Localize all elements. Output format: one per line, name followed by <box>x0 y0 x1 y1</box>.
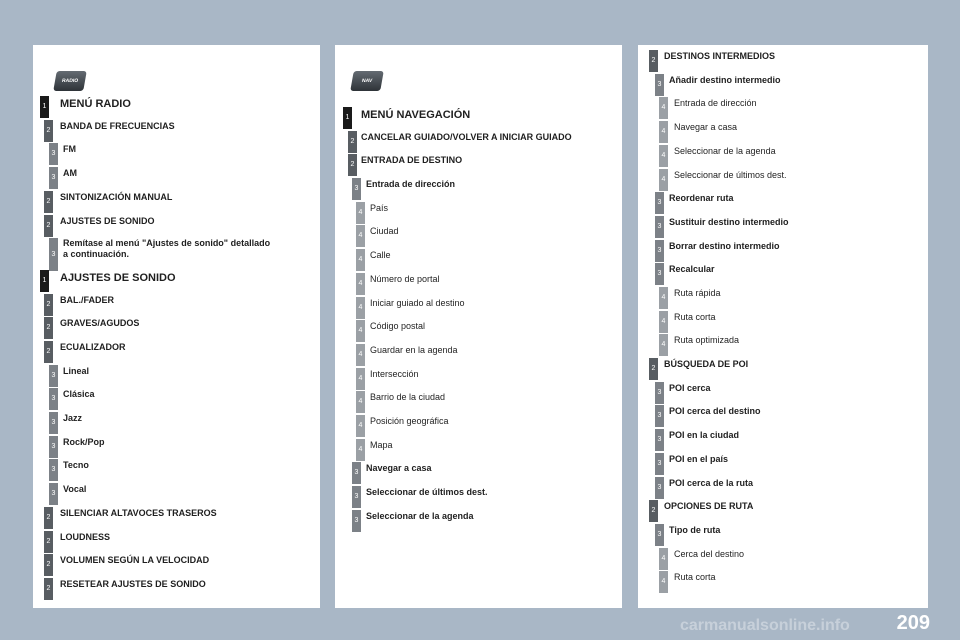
menu-item-text: FM <box>63 144 76 154</box>
level-2-badge: 2 <box>348 131 357 153</box>
menu-item-label <box>674 121 737 133</box>
menu-item-poi-cerca <box>638 382 928 404</box>
level-3-badge: 3 <box>49 412 58 434</box>
level-3-badge: 3 <box>352 462 361 484</box>
menu-item-label <box>669 429 739 441</box>
level-1-badge: 1 <box>40 270 49 292</box>
menu-item-ajustes-de-sonido <box>33 270 320 292</box>
menu-item-text: Número de portal <box>370 274 440 284</box>
menu-item-label <box>370 439 393 451</box>
menu-item-text: Ciudad <box>370 226 399 236</box>
menu-item-text: POI cerca del destino <box>669 406 761 416</box>
menu-item-seleccionar-de-ultimos-dest <box>335 486 622 508</box>
level-4-badge: 4 <box>356 415 365 437</box>
menu-item-text: Vocal <box>63 484 87 494</box>
menu-item-navegar-a-casa <box>335 462 622 484</box>
watermark: carmanualsonline.info <box>680 617 850 634</box>
menu-item-label <box>361 131 572 143</box>
menu-item-numero-de-portal <box>335 273 622 295</box>
menu-item-label <box>370 225 399 237</box>
level-2-badge: 2 <box>44 531 53 553</box>
menu-item-label <box>674 311 716 323</box>
menu-item-label <box>361 154 462 166</box>
menu-item-text: RESETEAR AJUSTES DE SONIDO <box>60 579 206 589</box>
menu-item-label <box>60 98 131 110</box>
menu-item-seleccionar-de-la-agenda <box>638 145 928 167</box>
menu-item-calle <box>335 249 622 271</box>
menu-item-text: Barrio de la ciudad <box>370 392 446 402</box>
menu-item-label <box>63 483 86 495</box>
menu-item-label <box>63 143 76 155</box>
level-2-badge: 2 <box>44 317 53 339</box>
level-3-badge: 3 <box>352 510 361 532</box>
menu-item-text: Entrada de dirección <box>366 179 456 189</box>
menu-item-label <box>63 238 270 260</box>
menu-item-reordenar-ruta <box>638 192 928 214</box>
menu-item-label <box>366 486 488 498</box>
menu-item-text: SINTONIZACIÓN MANUAL <box>60 192 173 202</box>
menu-item-label <box>674 97 757 109</box>
menu-item-ruta-corta <box>638 311 928 333</box>
menu-item-label <box>60 317 139 329</box>
menu-item-jazz <box>33 412 320 434</box>
menu-item-text: BÚSQUEDA DE POI <box>664 359 749 369</box>
menu-item-label <box>63 388 95 400</box>
level-2-badge: 2 <box>348 154 357 176</box>
level-3-badge: 3 <box>49 436 58 458</box>
level-3-badge: 3 <box>49 238 58 271</box>
menu-item-label <box>370 273 440 285</box>
menu-item-destinos-intermedios <box>638 50 928 72</box>
level-2-badge: 2 <box>44 341 53 363</box>
menu-item-text: Rock/Pop <box>63 437 105 447</box>
radio-menu-column <box>33 45 320 608</box>
menu-item-label <box>669 192 734 204</box>
menu-item-barrio-de-la-ciudad <box>335 391 622 413</box>
menu-item-posicion-geografica <box>335 415 622 437</box>
menu-item-label <box>664 358 748 370</box>
menu-item-menu-radio <box>33 96 320 118</box>
menu-item-seleccionar-de-ultimos-dest <box>638 169 928 191</box>
level-2-badge: 2 <box>649 358 658 380</box>
menu-item-label <box>664 500 753 512</box>
menu-item-anadir-destino-intermedio <box>638 74 928 96</box>
menu-item-seleccionar-de-la-agenda <box>335 510 622 532</box>
menu-item-label <box>370 320 425 332</box>
level-4-badge: 4 <box>356 368 365 390</box>
level-3-badge: 3 <box>655 477 664 499</box>
menu-item-label <box>361 109 470 121</box>
menu-item-label <box>669 453 728 465</box>
menu-item-text: Lineal <box>63 366 90 376</box>
menu-item-ecualizador <box>33 341 320 363</box>
menu-item-sustituir-destino-intermedio <box>638 216 928 238</box>
menu-item-cerca-del-destino <box>638 548 928 570</box>
menu-item-text: Ruta optimizada <box>674 335 740 345</box>
menu-item-text: Código postal <box>370 321 426 331</box>
menu-item-ajustes-de-sonido <box>33 215 320 237</box>
level-4-badge: 4 <box>659 311 668 333</box>
level-2-badge: 2 <box>649 50 658 72</box>
menu-item-silenciar-altavoces-traseros <box>33 507 320 529</box>
level-3-badge: 3 <box>655 405 664 427</box>
menu-item-label <box>669 263 715 275</box>
menu-item-ciudad <box>335 225 622 247</box>
level-4-badge: 4 <box>356 439 365 461</box>
menu-item-resetear-ajustes-de-sonido <box>33 578 320 600</box>
level-4-badge: 4 <box>659 334 668 356</box>
menu-item-text: CANCELAR GUIADO/VOLVER A INICIAR GUIADO <box>361 132 572 142</box>
menu-item-label <box>674 145 776 157</box>
menu-item-label <box>60 341 126 353</box>
menu-item-label <box>63 365 89 377</box>
level-4-badge: 4 <box>356 202 365 224</box>
level-2-badge: 2 <box>649 500 658 522</box>
menu-item-label <box>63 412 82 424</box>
menu-item-tipo-de-ruta <box>638 524 928 546</box>
menu-item-label <box>669 405 761 417</box>
menu-item-vocal <box>33 483 320 505</box>
menu-item-iniciar-guiado-al-destino <box>335 297 622 319</box>
level-2-badge: 2 <box>44 578 53 600</box>
menu-item-sintonizacion-manual <box>33 191 320 213</box>
menu-item-label <box>674 571 716 583</box>
menu-item-text: Calle <box>370 250 391 260</box>
menu-item-text: Mapa <box>370 440 393 450</box>
menu-item-label <box>674 287 721 299</box>
menu-item-borrar-destino-intermedio <box>638 240 928 262</box>
level-3-badge: 3 <box>49 459 58 481</box>
menu-item-ruta-optimizada <box>638 334 928 356</box>
menu-item-banda-de-frecuencias <box>33 120 320 142</box>
menu-item-text: Reordenar ruta <box>669 193 734 203</box>
menu-item-text-continued: a continuación. <box>63 249 130 259</box>
menu-item-entrada-de-direccion <box>638 97 928 119</box>
menu-item-text: Cerca del destino <box>674 549 745 559</box>
level-3-badge: 3 <box>655 263 664 285</box>
menu-item-text: Remítase al menú "Ajustes de sonido" detallado <box>63 238 271 248</box>
menu-item-mapa <box>335 439 622 461</box>
menu-item-label <box>674 548 744 560</box>
menu-item-label <box>370 202 388 214</box>
level-3-badge: 3 <box>49 167 58 189</box>
level-2-badge: 2 <box>44 120 53 142</box>
menu-item-text: Intersección <box>370 369 419 379</box>
menu-item-cancelar-guiado-volver-a-iniciar-guiado <box>335 131 622 153</box>
menu-item-text: BAL./FADER <box>60 295 114 305</box>
level-4-badge: 4 <box>659 548 668 570</box>
page-number: 209 <box>896 612 930 634</box>
level-4-badge: 4 <box>659 145 668 167</box>
menu-item-lineal <box>33 365 320 387</box>
level-4-badge: 4 <box>659 287 668 309</box>
level-3-badge: 3 <box>49 365 58 387</box>
menu-item-text: ENTRADA DE DESTINO <box>361 155 463 165</box>
navigation-menu-column <box>335 45 622 608</box>
level-2-badge: 2 <box>44 215 53 237</box>
menu-item-entrada-de-direccion <box>335 178 622 200</box>
menu-item-menu-navegacion <box>335 107 622 129</box>
level-2-badge: 2 <box>44 554 53 576</box>
menu-item-label <box>60 294 114 306</box>
level-4-badge: 4 <box>659 169 668 191</box>
menu-item-text: AJUSTES DE SONIDO <box>60 216 155 226</box>
level-3-badge: 3 <box>655 429 664 451</box>
menu-item-text: Navegar a casa <box>366 463 432 473</box>
nav-logo-icon: NAV <box>350 71 384 91</box>
level-2-badge: 2 <box>44 507 53 529</box>
level-3-badge: 3 <box>655 192 664 214</box>
menu-item-text: Clásica <box>63 389 95 399</box>
menu-item-label <box>366 510 474 522</box>
menu-item-text: Tipo de ruta <box>669 525 721 535</box>
menu-item-text: Tecno <box>63 460 89 470</box>
menu-item-tecno <box>33 459 320 481</box>
menu-item-text: Posición geográfica <box>370 416 449 426</box>
menu-item-text: AM <box>63 168 77 178</box>
menu-item-graves-agudos <box>33 317 320 339</box>
level-1-badge: 1 <box>343 107 352 129</box>
menu-item-label <box>60 272 176 284</box>
level-2-badge: 2 <box>44 191 53 213</box>
menu-item-text: Seleccionar de la agenda <box>366 511 474 521</box>
level-3-badge: 3 <box>49 388 58 410</box>
menu-item-label <box>370 368 419 380</box>
level-4-badge: 4 <box>659 121 668 143</box>
menu-item-text: Añadir destino intermedio <box>669 75 781 85</box>
level-4-badge: 4 <box>356 273 365 295</box>
menu-item-fm <box>33 143 320 165</box>
menu-item-label <box>63 167 77 179</box>
menu-item-label <box>669 382 711 394</box>
menu-item-label <box>370 344 458 356</box>
level-4-badge: 4 <box>659 571 668 593</box>
menu-item-poi-cerca-de-la-ruta <box>638 477 928 499</box>
menu-item-text: Seleccionar de últimos dest. <box>674 170 787 180</box>
level-3-badge: 3 <box>655 216 664 238</box>
menu-item-remitase-al-menu-ajustes-de-sonido-detal <box>33 238 320 271</box>
menu-item-label <box>60 215 155 227</box>
menu-item-label <box>370 249 391 261</box>
level-2-badge: 2 <box>44 294 53 316</box>
menu-item-label <box>60 191 172 203</box>
menu-item-text: DESTINOS INTERMEDIOS <box>664 51 776 61</box>
menu-item-label <box>674 169 787 181</box>
menu-item-text: Seleccionar de la agenda <box>674 146 776 156</box>
menu-item-volumen-segun-la-velocidad <box>33 554 320 576</box>
menu-item-entrada-de-destino <box>335 154 622 176</box>
level-3-badge: 3 <box>49 143 58 165</box>
menu-item-navegar-a-casa <box>638 121 928 143</box>
menu-item-ruta-rapida <box>638 287 928 309</box>
menu-item-label <box>669 216 789 228</box>
menu-item-opciones-de-ruta <box>638 500 928 522</box>
menu-item-label <box>60 120 175 132</box>
menu-item-poi-en-el-pais <box>638 453 928 475</box>
menu-item-label <box>669 524 720 536</box>
level-3-badge: 3 <box>655 453 664 475</box>
level-3-badge: 3 <box>352 486 361 508</box>
menu-item-label <box>664 50 775 62</box>
menu-item-text: Ruta corta <box>674 312 716 322</box>
menu-item-recalcular <box>638 263 928 285</box>
menu-item-guardar-en-la-agenda <box>335 344 622 366</box>
level-4-badge: 4 <box>356 391 365 413</box>
menu-item-text: Ruta rápida <box>674 288 721 298</box>
menu-item-bal-fader <box>33 294 320 316</box>
menu-item-text: POI en el país <box>669 454 729 464</box>
level-4-badge: 4 <box>356 344 365 366</box>
menu-item-label <box>370 391 445 403</box>
menu-item-label <box>669 240 780 252</box>
level-3-badge: 3 <box>655 74 664 96</box>
level-4-badge: 4 <box>356 225 365 247</box>
level-3-badge: 3 <box>655 524 664 546</box>
level-4-badge: 4 <box>356 320 365 342</box>
level-3-badge: 3 <box>49 483 58 505</box>
menu-item-text: GRAVES/AGUDOS <box>60 318 140 328</box>
menu-item-text: Ruta corta <box>674 572 716 582</box>
menu-item-text: MENÚ NAVEGACIÓN <box>361 109 471 121</box>
menu-item-label <box>60 507 217 519</box>
menu-item-codigo-postal <box>335 320 622 342</box>
menu-item-label <box>60 554 209 566</box>
menu-item-label <box>370 297 465 309</box>
menu-item-text: POI cerca de la ruta <box>669 478 754 488</box>
navigation-menu-column-continued <box>638 45 928 608</box>
menu-item-rock-pop <box>33 436 320 458</box>
level-1-badge: 1 <box>40 96 49 118</box>
menu-item-text: MENÚ RADIO <box>60 98 131 110</box>
menu-item-ruta-corta <box>638 571 928 593</box>
menu-item-pais <box>335 202 622 224</box>
radio-logo-icon: RADIO <box>53 71 87 91</box>
menu-item-poi-en-la-ciudad <box>638 429 928 451</box>
menu-item-text: AJUSTES DE SONIDO <box>60 272 176 284</box>
level-3-badge: 3 <box>655 240 664 262</box>
menu-item-text: Seleccionar de últimos dest. <box>366 487 488 497</box>
menu-item-text: Sustituir destino intermedio <box>669 217 789 227</box>
level-4-badge: 4 <box>356 249 365 271</box>
menu-item-label <box>63 436 105 448</box>
menu-item-label <box>63 459 89 471</box>
menu-item-label <box>674 334 739 346</box>
menu-item-text: LOUDNESS <box>60 532 111 542</box>
menu-item-label <box>669 74 781 86</box>
level-3-badge: 3 <box>352 178 361 200</box>
level-4-badge: 4 <box>659 97 668 119</box>
menu-item-text: Iniciar guiado al destino <box>370 298 465 308</box>
menu-item-am <box>33 167 320 189</box>
menu-item-label <box>366 178 455 190</box>
menu-item-text: BANDA DE FRECUENCIAS <box>60 121 175 131</box>
menu-item-clasica <box>33 388 320 410</box>
menu-item-busqueda-de-poi <box>638 358 928 380</box>
menu-item-label <box>60 531 110 543</box>
menu-item-text: ECUALIZADOR <box>60 342 126 352</box>
menu-item-label <box>366 462 432 474</box>
menu-item-text: Entrada de dirección <box>674 98 757 108</box>
menu-item-label <box>669 477 753 489</box>
menu-item-text: Jazz <box>63 413 83 423</box>
level-4-badge: 4 <box>356 297 365 319</box>
menu-item-interseccion <box>335 368 622 390</box>
menu-item-text: Guardar en la agenda <box>370 345 458 355</box>
menu-item-label <box>60 578 206 590</box>
menu-item-label <box>370 415 449 427</box>
level-3-badge: 3 <box>655 382 664 404</box>
menu-item-text: País <box>370 203 389 213</box>
menu-item-text: OPCIONES DE RUTA <box>664 501 754 511</box>
menu-item-text: Recalcular <box>669 264 715 274</box>
menu-item-text: SILENCIAR ALTAVOCES TRASEROS <box>60 508 217 518</box>
menu-item-text: POI en la ciudad <box>669 430 740 440</box>
menu-item-loudness <box>33 531 320 553</box>
menu-item-text: VOLUMEN SEGÚN LA VELOCIDAD <box>60 555 210 565</box>
menu-item-text: Borrar destino intermedio <box>669 241 780 251</box>
menu-item-text: Navegar a casa <box>674 122 738 132</box>
menu-item-text: POI cerca <box>669 383 711 393</box>
menu-item-poi-cerca-del-destino <box>638 405 928 427</box>
